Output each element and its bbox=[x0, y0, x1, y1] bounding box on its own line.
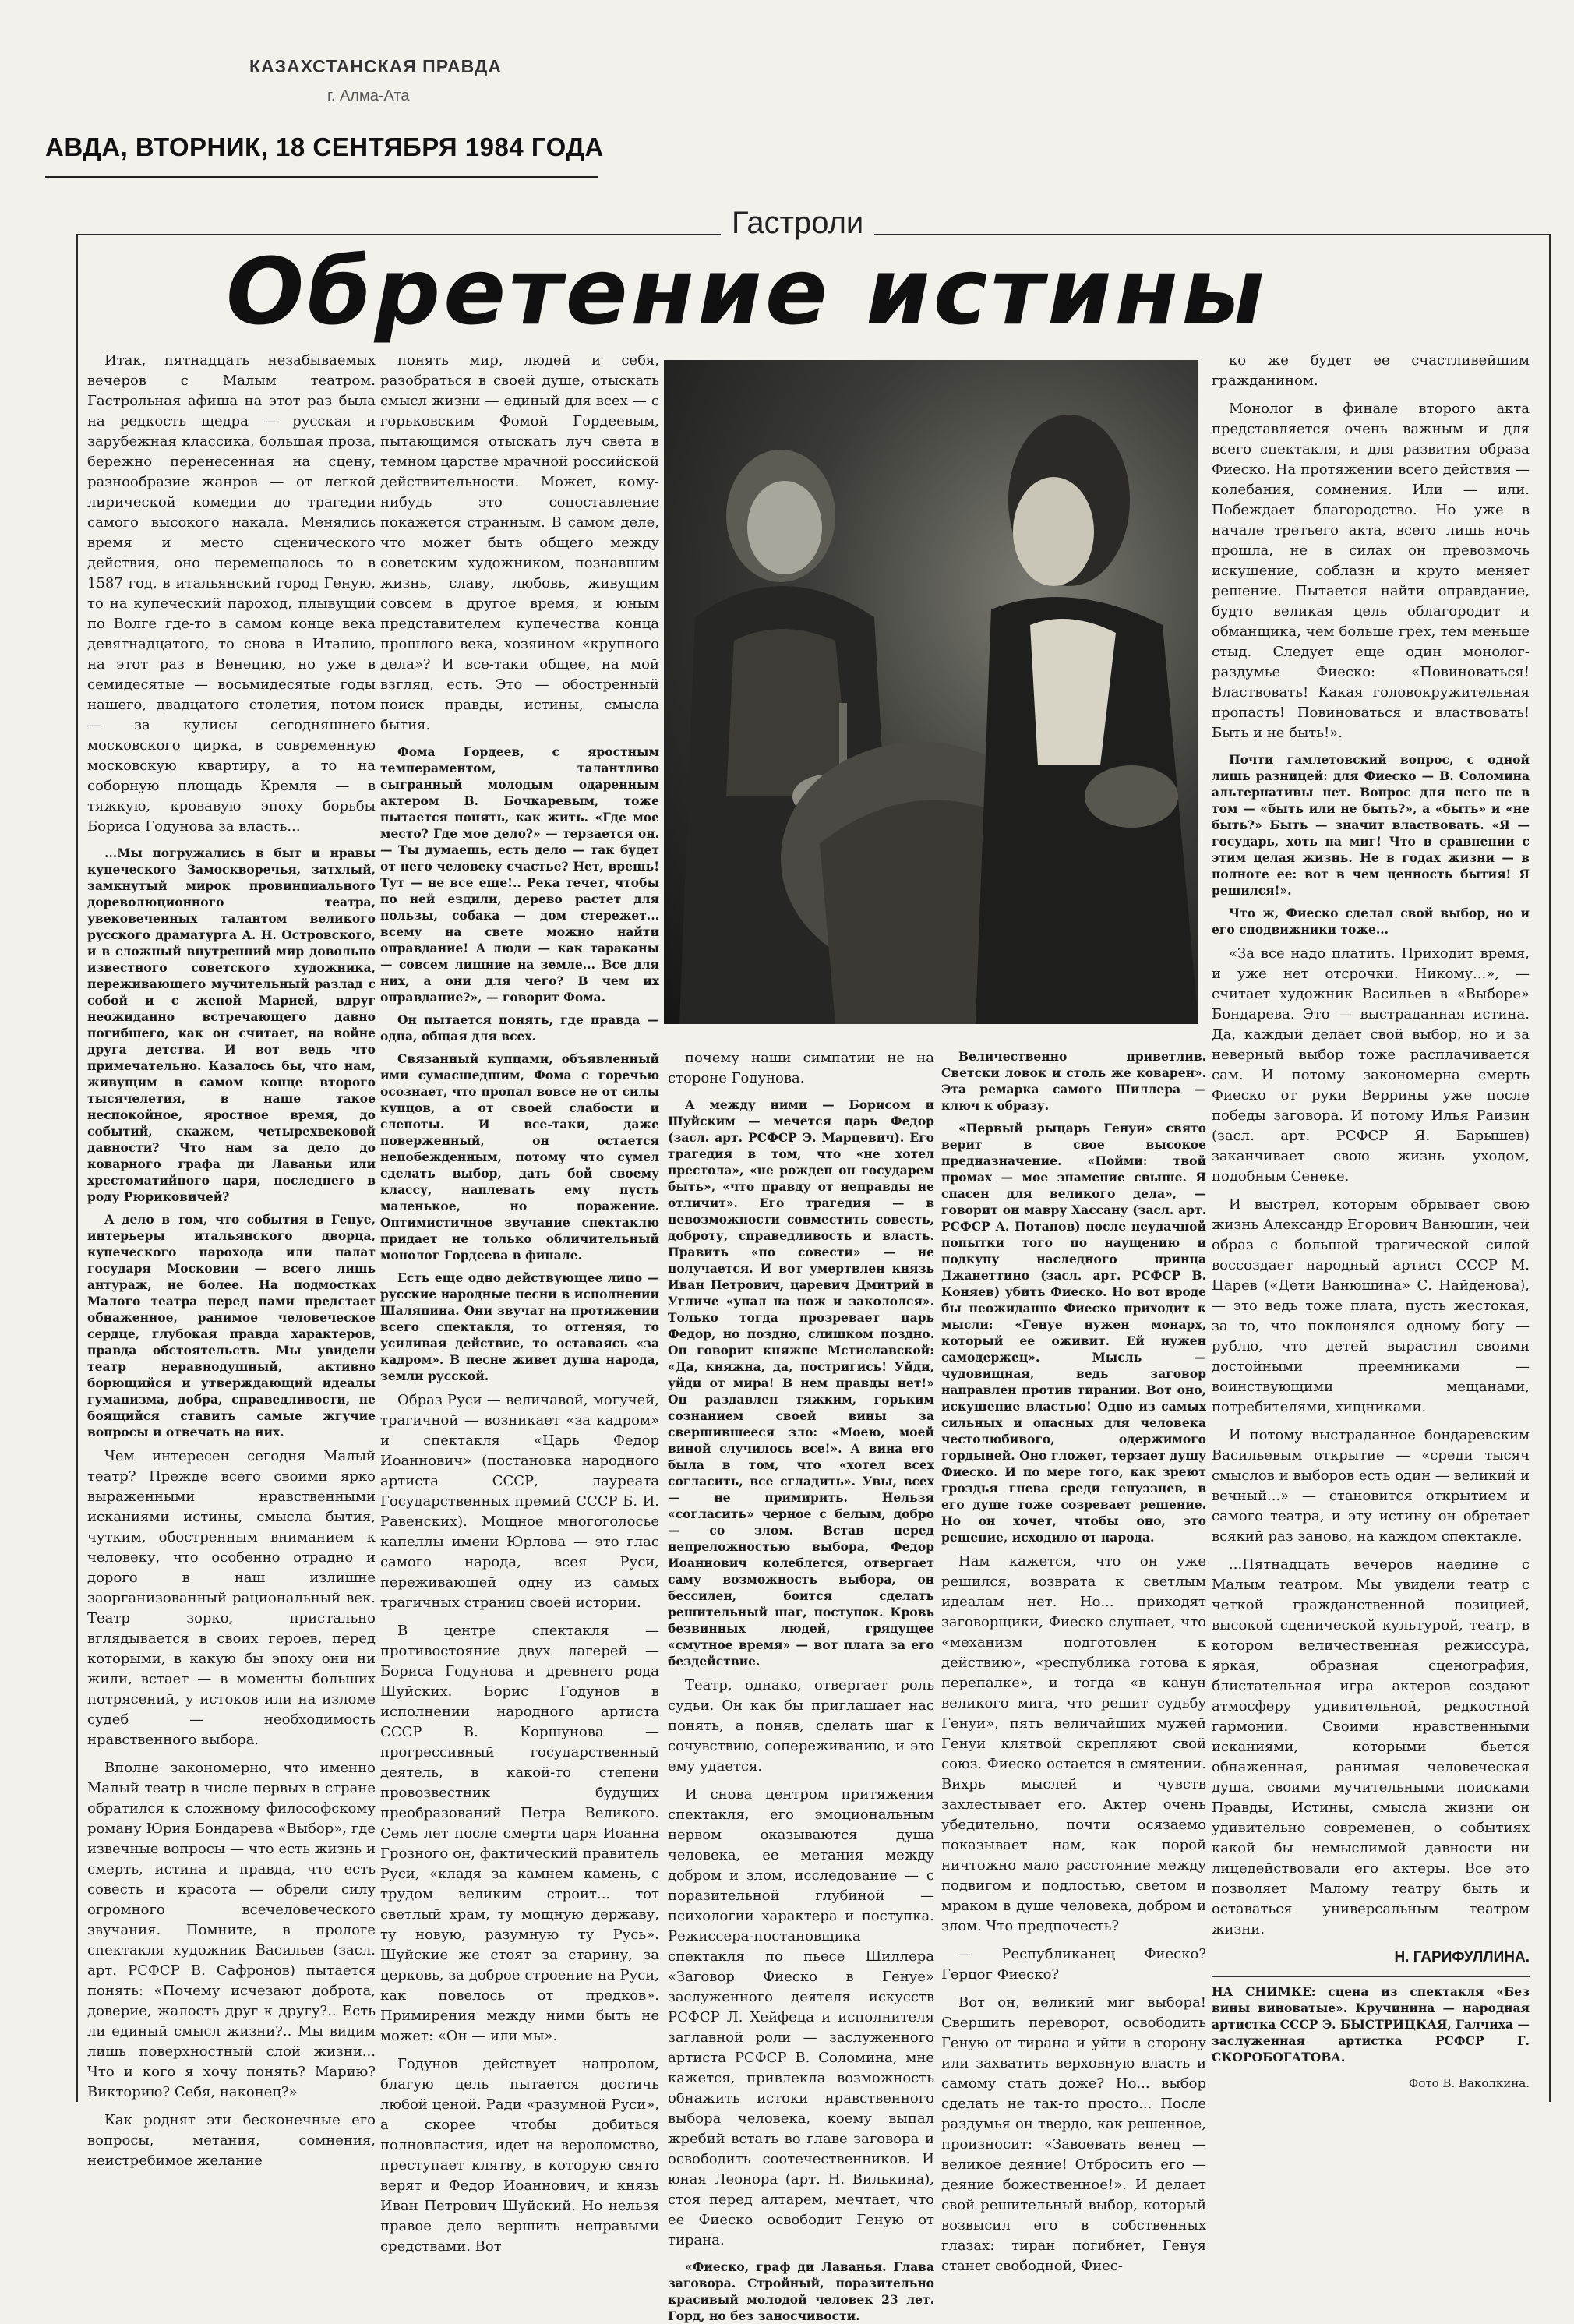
paragraph: Вот он, великий миг выбора! Свершить переворот, освободить Геную от тирана и уйти в сторону или захватить верховную власть и самому стать доже? Но... выбор сделать не так-то просто... После раздумья он твердо, как решенное, произносит: «Завоевать венец — великое деяние! Отбросить его — деяние божественное!». И делает свой решительный выбор, который возвысил его в собственных глазах: тиран погибнет, Генуя станет свободной, Фиес- bbox=[941, 1994, 1206, 2274]
paragraph: понять мир, людей и себя, разобраться в своей душе, отыскать смысл жизни — единый для всех — с горьковским Фомой Гордеевым, пытающимся отыскать луч света в темном царстве мрачной российской действительности. Может, кому-нибудь это сопоставление покажется странным. В самом деле, что может быть общего между советским художником, познавшим жизнь, славу, любовь, живущим совсем в другое время, и юным представителем купечества конца прошлого века, хозяином «крупного дела»? И все-таки общее, на мой взгляд, есть. Это — обостренный поиск правды, истины, смысла бытия. bbox=[380, 352, 659, 733]
article-column-2 bbox=[380, 351, 659, 2255]
paragraph: — Республиканец Фиеско? Герцог Фиеско? bbox=[941, 1946, 1206, 1983]
paragraph: Вполне закономерно, что именно Малый театр в числе первых в стране обратился к сложному философскому роману Юрия Бондарева «Выбор», где извечные вопросы — что есть жизнь и смерть, истина и правда, что есть совесть и красота — обрели силу огромного всечеловеческого звучания. Помните, в прологе спектакля художник Васильев (засл. арт. РСФСР В. Сафронов) пытается понять: «Почему исчезают доброта, доверие, жалость друг к другу?.. Есть ли единый смысл жизни?.. Мы видим лишь поверхностный слой жизни... Что и кого я хочу понять? Марию? Викторию? Себя, наконец?» bbox=[87, 1760, 376, 2100]
paragraph: «За все надо платить. Приходит время, и уже нет отсрочки. Никому...», — считает художник Васильев в «Выборе» Бондарева. Это — выстраданная истина. Да, каждый делает свой выбор, но и за неверный выбор тоже расплачивается сам. И потому закономерна смерть Фиеско от руки Веррины уже после победы заговора. И потому Илья Раизин (засл. арт. РСФСР Я. Барышев) заканчивает свою жизнь уходом, подобным Сенеке. bbox=[1212, 945, 1530, 1185]
article-rubric: Гастроли bbox=[721, 206, 874, 241]
paragraph: Он пытается понять, где правда — одна, общая для всех. bbox=[380, 1012, 659, 1044]
article-photo bbox=[664, 360, 1198, 1024]
newspaper-masthead: КАЗАХСТАНСКАЯ ПРАВДА bbox=[249, 56, 502, 76]
paragraph: Образ Руси — величавой, могучей, трагичной — возникает «за кадром» и спектакля «Царь Федор Иоаннович» (постановка народного артиста СССР, лауреата Государственных премий СССР Б. И. Равенских). Мощное многоголосье капеллы имени Юрлова — это глас самого народа, всея Руси, переживающей одну из самых трагичных страниц своей истории. bbox=[380, 1392, 659, 1611]
article-column-4 bbox=[941, 1048, 1206, 2274]
paragraph: ко же будет ее счастливейшим гражданином. bbox=[1212, 352, 1530, 389]
theatre-scene-illustration bbox=[664, 360, 1198, 1024]
article-column-3 bbox=[668, 1048, 934, 2323]
paragraph: Монолог в финале второго акта представляется очень важным и для всего спектакля, и для развития образа Фиеско. На протяжении всего действия — колебания, сомнения. Или — или. Побеждает благородство. Но уже в начале третьего акта, всего лишь ночь прошла, не в силах он превозмочь искушение, соблазн и круто меняет решение. Пытается найти оправдание, будто великая цель облагородит и обманщика, чем больше грех, тем меньше стыд. Следует еще один монолог-раздумье Фиеско: «Повиноваться! Властвовать! Какая головокружительная пропасть! Повиноваться и властвовать! Быть и не быть!». bbox=[1212, 401, 1530, 741]
paragraph: Что ж, Фиеско сделал свой выбор, но и его сподвижники тоже... bbox=[1212, 906, 1530, 937]
paragraph: Чем интересен сегодня Малый театр? Прежде всего своими ярко выраженными нравственными исканиями истины, смысла бытия, чутким, обостренным вниманием к человеку, что особенно отрадно и дорого в наш излишне заорганизованный рациональный век. Театр зорко, пристально вглядывается в своих героев, перед которыми, в какую бы эпоху они ни жили, встает — в моменты больших потрясений, у истоков или на изломе судеб — необходимость нравственного выбора. bbox=[87, 1448, 376, 1748]
paragraph: Как роднят эти бесконечные его вопросы, метания, сомнения, неистребимое желание bbox=[87, 2112, 376, 2169]
paragraph: И снова центром притяжения спектакля, его эмоциональным нервом оказываются душа человека, ее метания между добром и злом, исследование — с поразительной глубиной — психологии характера и поступка. Режиссера-постановщика спектакля по пьесе Шиллера «Заговор Фиеско в Генуе» заслуженного деятеля искусств РСФСР Л. Хейфеца и исполнителя заглавной роли — заслуженного артиста РСФСР В. Соломина, мне кажется, привлекла возможность обнажить истоки нравственного выбора человека, коему выпал жребий встать во главе заговора и освободить соотечественников. И юная Леонора (арт. Н. Вилькина), стоя перед алтарем, мечтает, что ее Фиеско освободит Геную от тирана. bbox=[668, 1786, 934, 2248]
paragraph: ...Мы погружались в быт и нравы купеческого Замоскворечья, затхлый, замкнутый мирок провинциального дореволюционного театра, увековеченных талантом великого русского драматурга А. Н. Островского, и в сложный внутренний мир довольно известного советского художника, переживающего мучительный разлад с собой и с женой Марией, вдруг неожиданно встречающего давно погибшего, как он считает, на войне друга детства. И вот ведь что примечательно. Казалось бы, что нам, живущим в самом конце второго тысячелетия, в наше такое неспокойное, яростное время, до событий, скажем, четырехвековой давности? Что нам за дело до коварного графа ди Лаваньи или хрестоматийного царя, последнего в роду Рюриковичей? bbox=[87, 846, 376, 1204]
paragraph: А дело в том, что события в Генуе, интерьеры итальянского дворца, купеческого парохода или палат государя Московии — всего лишь антураж, не более. На подмостках Малого театра перед нами предстает обнаженное, ранимое человеческое сердце, глубокая правда характеров, правда обстоятельств. Мы увидели театр неравнодушный, активно борющийся и утверждающий идеалы гуманизма, добра, справедливости, не боящийся ставить самые жгучие вопросы и отвечать на них. bbox=[87, 1212, 376, 1439]
paragraph: В центре спектакля — противостояние двух лагерей — Бориса Годунова и древнего рода Шуйских. Борис Годунов в исполнении народного артиста СССР В. Коршунова — прогрессивный государственный деятель, в какой-то степени провозвестник будущих преобразований Петра Великого. Семь лет после смерти царя Иоанна Грозного он, фактический правитель Руси, «кладя за камнем камень, с трудом великим строит... тот светлый храм, ту мощную державу, ту новую, разумную ту Русь». Шуйские же стоят за старину, за церковь, за доброе строение на Руси, как повелось от предков». Примирения между ними быть не может: «Он — или мы». bbox=[380, 1623, 659, 2044]
masthead-city: г. Алма-Ата bbox=[327, 87, 410, 104]
paragraph: «Фиеско, граф ди Лаванья. Глава заговора. Стройный, поразительно красивый молодой человек 23 лет. Горд, но без заносчивости. bbox=[668, 2259, 934, 2323]
author-signature: Н. ГАРИФУЛЛИНА. bbox=[1394, 1949, 1530, 1966]
photo-caption: НА СНИМКЕ: сцена из спектакля «Без вины виноватые». Кручинина — народная артистка СССР Э. БЫСТРИЦКАЯ, Галчиха — заслуженная артистка РСФСР Г. СКОРОБОГАТОВА. bbox=[1212, 1984, 1530, 2064]
paragraph: ...Пятнадцать вечеров наедине с Малым театром. Мы увидели театр с четкой гражданственной позицией, высокой сценической культурой, театр, в котором величественная режиссура, яркая, образная сценография, блистательная игра актеров создают атмосферу удивительной, редкостной гармонии. Своими нравственными исканиями, которыми бьется обнаженная, ранимая человеческая душа, своими мучительными поисками Правды, Истины, смысла жизни он удивительно современен, о событиях какой бы немыслимой давности ни лицедействовали его актеры. Все это позволяет Малому театру быть и оставаться универсальным театром жизни. bbox=[1212, 1556, 1530, 1937]
paragraph: А между ними — Борисом и Шуйским — мечется царь Федор (засл. арт. РСФСР Э. Марцевич). Его трагедия в том, что «не хотел престола», «не рожден он государем быть», «что правду от неправды не отличит». Его трагедия — в невозможности совместить совесть, доброту, справедливость и власть. Править «по совести» — не получается. И вот умертвлен князь Иван Петрович, царевич Дмитрий в Угличе «упал на нож и закололся». Только тогда прозревает царь Федор, но поздно, слишком поздно. Он говорит княжне Мстиславской: «Да, княжна, да, постригись! Уйди, уйди от мира! В нем правды нет!» Он раздавлен тяжким, горьким сознанием своей вины за свершившееся зло: «Моею, моей виной случилось все!». А вина его была в том, что «хотел всех согласить, все сгладить». Увы, всех — не примирить. Нельзя «согласить» черное с белым, добро — со злом. Встав перед непреложностью выбора, Федор Иоаннович колеблется, отвергает саму возможность выбора, он бессилен, боится сделать решительный шаг, поступок. Кровь безвинных людей, грядущее «смутное время» — вот плата за его бездействие. bbox=[668, 1097, 934, 1669]
paragraph: Театр, однако, отвергает роль судьи. Он как бы приглашает нас понять, а поняв, сделать шаг к сочувствию, сопереживанию, и это ему удается. bbox=[668, 1677, 934, 1775]
paragraph: Связанный купцами, объявленный ими сумасшедшим, Фома с горечью осознает, что пропал вовсе не от силы купцов, а от своей слабости и слепоты. И все-таки, даже поверженный, он остается непобежденным, потому что сумел сделать выбор, дать бой своему классу, наплевать ему пусть маленькое, но поражение. Оптимистичное звучание спектаклю придает не только обличительный монолог Гордеева в финале. bbox=[380, 1051, 659, 1263]
paragraph: Почти гамлетовский вопрос, с одной лишь разницей: для Фиеско — В. Соломина альтернативы нет. Вопрос для него не в том — «быть или не быть?», а «быть» и «не быть?» Быть — значит властвовать. «Я — государь, хоть на миг! Что в сравнении с этим целая жизнь. Не в годах жизни — в полноте ее: вот в чем ценность бытия! Я решился!». bbox=[1212, 752, 1530, 898]
paragraph: Величественно приветлив. Светски ловок и столь же коварен». Эта ремарка самого Шиллера — ключ к образу. bbox=[941, 1049, 1206, 1113]
signature-rule bbox=[1212, 1976, 1530, 1977]
paragraph: И потому выстраданное бондаревским Васильевым открытие — «среди тысяч смыслов и выборов есть один — великий и вечный...» — становится открытием и самого театра, и эту истину он обретает всякий раз заново, на каждом спектакле. bbox=[1212, 1427, 1530, 1545]
article-headline: Обретение истины bbox=[226, 238, 1268, 345]
dateline-rule bbox=[45, 176, 598, 178]
photo-credit: Фото В. Ваколкина. bbox=[1408, 2076, 1530, 2090]
paragraph: Есть еще одно действующее лицо — русские народные песни в исполнении Шаляпина. Они звучат на протяжении всего спектакля, то оттеняя, то усиливая действие, то оставаясь «за кадром». В песне живет душа народа, земли русской. bbox=[380, 1270, 659, 1383]
paragraph: Годунов действует напролом, благую цель пытается достичь любой ценой. Ради «разумной Руси», а скорее чтобы добиться полновластия, идет на вероломство, преступает клятву, в которую свято верят и Федор Иоаннович, и князь Иван Петрович Шуйский. Но нельзя правое дело вершить неправыми средствами. Вот bbox=[380, 2056, 659, 2255]
article-column-5 bbox=[1212, 351, 1530, 2090]
article-column-1 bbox=[87, 351, 376, 2169]
paragraph: почему наши симпатии не на стороне Годунова. bbox=[668, 1050, 934, 1086]
paragraph: Фома Гордеев, с яростным темпераментом, талантливо сыгранный молодым одаренным актером В. Бочкаревым, тоже пытается понять, как жить. «Где мое место? Где мое дело?» — терзается он. — Ты думаешь, есть дело — так будет от него человеку счастье? Нет, врешь! Тут — не все еще!.. Река течет, чтобы по ней ездили, дерево растет для пользы, собака — дом стережет... всему на свете можно найти оправдание! А люди — как тараканы — совсем лишние на земле... Все для них, а они для чего? В чем их оправдание?», — говорит Фома. bbox=[380, 744, 659, 1005]
paragraph: Итак, пятнадцать незабываемых вечеров с Малым театром. Гастрольная афиша на этот раз была на редкость щедра — русская и зарубежная классика, большая проза, бережно перенесенная на сцену, разнообразие жанров — от легкой лирической комедии до трагедии самого высокого накала. Менялись время и место сценического действия, оно перемещалось то в 1587 год, в итальянский город Геную, то на купеческий пароход, плывущий по Волге где-то в самом конце века девятнадцатого, то снова в Италию, на этот раз в Венецию, но уже в семидесятые — восьмидесятые годы нашего, двадцатого столетия, потом — за кулисы сегодняшнего московского цирка, в современную московскую квартиру, а то на соборную площадь Кремля — в тяжкую, кровавую эпоху борьбы Бориса Годунова за власть... bbox=[87, 352, 376, 835]
paragraph: И выстрел, которым обрывает свою жизнь Александр Егорович Ванюшин, чей образ с большой трагической силой воссоздает народный артист СССР М. Царев («Дети Ванюшина» С. Найденова), — это ведь тоже плата, пусть жестокая, за то, что поклонялся одному богу — рублю, что детей вырастил своими достойными преемниками — воинствующими мещанами, потребителями, хищниками. bbox=[1212, 1196, 1530, 1415]
paragraph: «Первый рыцарь Генуи» свято верит в свое высокое предназначение. «Пойми: твой промах — мое знамение свыше. Я спасен для великого дела», — говорит он мавру Хассану (засл. арт. РСФСР А. Потапов) после неудачной попытки того по наущению и подкупу наследного принца Джанеттино (засл. арт. РСФСР В. Коняев) убить Фиеско. Но вот вроде бы неожиданно Фиеско приходит к мысли: «Генуе нужен монарх, который ее оживит. Ей нужен самодержец». Мысль — чудовищная, ведь заговор направлен против тирании. Вот оно, искушение властью! Одно из самых сильных и опасных для человека честолюбивого, одержимого гордыней. Оно гложет, терзает душу Фиеско. И по мере того, как зреют гроздья гнева среди генуэзцев, в его душе тоже созревает решение. Но он хочет, чтобы оно, это решение, исходило от народа. bbox=[941, 1121, 1206, 1545]
page-dateline: АВДА, ВТОРНИК, 18 СЕНТЯБРЯ 1984 ГОДА bbox=[45, 132, 604, 161]
paragraph: Нам кажется, что он уже решился, возврата к светлым идеалам нет. Но... приходят заговорщики, Фиеско слушает, что «механизм подготовлен к действию», «республика готова к перепалке», и тогда «в канун великого мига, что решит судьбу Генуи», пять величайших мужей Генуи клятвой скрепляют свой союз. Фиеско остается в смятении. Вихрь мыслей и чувств захлестывает его. Актер очень убедительно, почти осязаемо показывает нам, как порой ничтожно мало расстояние между подвигом и подлостью, светом и мраком в душе человека, добром и злом. Что предпочесть? bbox=[941, 1553, 1206, 1934]
